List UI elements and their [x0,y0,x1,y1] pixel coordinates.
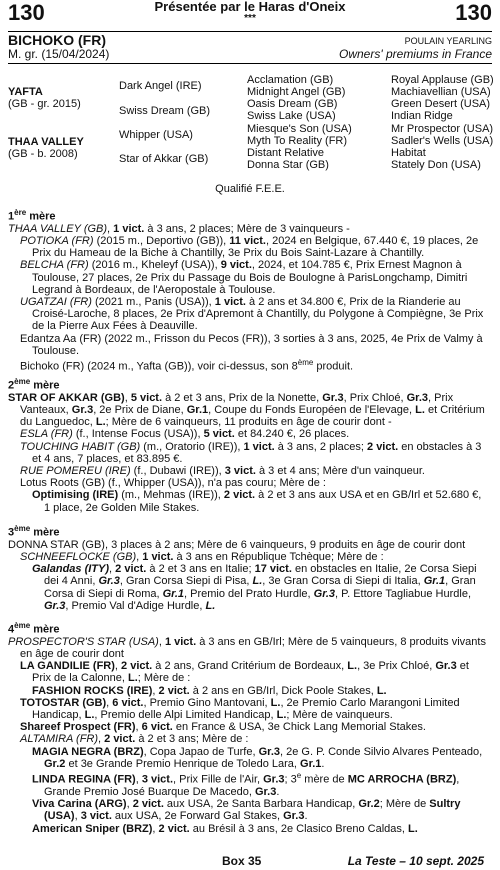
box-number: Box 35 [222,854,262,868]
pedigree-g4: Machiavellian (USA) [391,86,491,98]
pedigree-g2: Dark Angel (IRE) [119,80,202,92]
produce-record: Viva Carina (ARG), 2 vict. aux USA, 2e Santa Barbara Handicap, Gr.2; Mère de Sultry (USA), 3 vict. aux USA, 2e Forward Gal Stakes, Gr.3. [32,798,461,823]
produce-record: LINDA REGINA (FR), 3 vict., Prix Fille de l'Air, Gr.3; 3e mère de MC ARROCHA (BRZ), Grande Premio José Buarque De Macedo, Gr.3. [32,771,460,798]
pedigree-g4: Mr Prospector (USA) [391,123,494,135]
premiums: Owners' premiums in France [339,47,492,61]
pedigree-g4: Stately Don (USA) [391,159,481,171]
stars: *** [244,13,256,24]
produce-record: Shareef Prospect (FR), 6 vict. en France & USA, 3e Chick Lang Memorial Stakes. [20,721,426,734]
horse-details: M. gr. (15/04/2024) [8,47,110,61]
pedigree-g3: Swiss Lake (USA) [247,110,336,122]
divider [8,63,492,64]
horse-name: BICHOKO (FR) [8,32,106,48]
pedigree-g4: Sadler's Wells (USA) [391,135,494,147]
section-heading: 3ème mère [8,524,60,539]
sire: YAFTA [8,86,43,98]
produce-record: TOUCHING HABIT (GB) (m., Oratorio (IRE)), 1 vict. à 3 ans, 2 places; 2 vict. en obstacles à 3 et 4 ans, 7 places, et 83.895 €. [20,440,482,465]
lot-number-right: 130 [455,0,492,25]
produce-record: Galandas (ITY), 2 vict. à 2 et 3 ans en Italie; 17 vict. en obstacles en Italie, 2e Corsa Siepi dei 4 Anni, Gr.3, Gran Corsa Siepi di Pisa, L., 3e Gran Corsa di Siepi di Italia, Gr.1, Gran Corsa di Siepi di Roma, Gr.1, Premio del Prato Hurdle, Gr.3, P. Ettore Tagliabue Hurdle, Gr.3, Premio Val d'Adige Hurdle, L. [32,563,477,612]
fourth-dam-section [8,620,490,835]
pedigree-g3: Myth To Reality (FR) [247,135,348,147]
produce-record: UGATZAI (FR) (2021 m., Panis (USA)), 1 vict. à 2 ans et 34.800 €, Prix de la Rianderie au Croisé-Laroche, 8 places, 2e Prix d'Apremont à Chantilly, du Polygone à Compiègne, 3e Prix de la Pierre Aux Fées à Deauville. [20,296,484,333]
dam: THAA VALLEY [8,136,84,148]
consignor-title: Présentée par le Haras d'Oneix [154,0,346,14]
produce-record: American Sniper (BRZ), 2 vict. au Brésil à 3 ans, 2e Clasico Breno Caldas, L. [32,822,418,835]
qualified-note: Qualifié F.E.E. [215,183,285,195]
section-heading: 2ème mère [8,377,60,392]
section-heading: 4ème mère [8,621,60,636]
produce-record: SCHNEEFLOCKE (GB), 1 vict. à 3 ans en République Tchèque; Mère de : [20,551,384,564]
pedigree-g2: Swiss Dream (GB) [119,105,211,117]
lot-number: 130 [8,0,45,25]
produce-record: LA GANDILIE (FR), 2 vict. à 2 ans, Grand Critérium de Bordeaux, L., 3e Prix Chloé, Gr.3 et Prix de la Calonne, L.; Mère de : [20,660,469,685]
pedigree-g3: Donna Star (GB) [247,159,329,171]
sale-place-date: La Teste – 10 sept. 2025 [347,854,484,868]
pedigree-g4: Habitat [391,147,426,159]
pedigree-g3: Midnight Angel (GB) [247,86,346,98]
first-dam-section [8,207,490,373]
pedigree-g4: Green Desert (USA) [391,98,491,110]
pedigree-g2: Whipper (USA) [119,129,193,141]
dam-record: STAR OF AKKAR (GB), 5 vict. à 2 et 3 ans, Prix de la Nonette, Gr.3, Prix Chloé, Gr.3, Prix Vanteaux, Gr.3, 2e Prix de Diane, Gr.1, Coupe du Fonds Européen de l'Elevage, L. et Critérium du Languedoc, L.; Mère de 6 vainqueurs, 11 produits en âge de courir dont - [8,391,485,429]
horse-category: POULAIN YEARLING [404,36,492,46]
second-dam-section [8,376,490,514]
section-heading: 1ère mère [8,208,56,223]
produce-record: ESLA (FR) (f., Intense Focus (USA)), 5 vict. et 84.240 €, 26 places. [20,428,350,441]
produce-record: Optimising (IRE) (m., Mehmas (IRE)), 2 vict. à 2 et 3 ans aux USA et en GB/Irl et 52.680 €, 1 place, 2e Golden Mile Stakes. [32,489,482,514]
produce-record: Lotus Roots (GB) (f., Whipper (USA)), n'a pas couru; Mère de : [20,477,326,490]
produce-record: RUE POMEREU (IRE) (f., Dubawi (IRE)), 3 vict. à 3 et 4 ans; Mère d'un vainqueur. [20,465,425,478]
dam-record: THAA VALLEY (GB), 1 vict. à 3 ans, 2 places; Mère de 3 vainqueurs - [8,222,350,235]
pedigree-g4: Royal Applause (GB) [391,74,494,86]
pedigree-g3: Acclamation (GB) [247,74,334,86]
produce-record: Bichoko (FR) (2024 m., Yafta (GB)), voir ci-dessus, son 8ème produit. [20,358,354,373]
pedigree-g3: Distant Relative [247,147,325,159]
pedigree-g3: Miesque's Son (USA) [247,123,352,135]
pedigree-g3: Oasis Dream (GB) [247,98,338,110]
produce-record: FASHION ROCKS (IRE), 2 vict. à 2 ans en GB/Irl, Dick Poole Stakes, L. [32,684,387,697]
produce-record: BELCHA (FR) (2016 m., Kheleyf (USA)), 9 vict., 2024, et 104.785 €, Prix Ernest Magnon à Toulouse, 27 places, 2e Prix du Passage du Bois de Boulogne à ParisLongchamp, Dimitri Legrand à Bordeaux, de l'Aeropostale à Toulouse. [20,259,468,296]
dam-record: DONNA STAR (GB), 3 places à 2 ans; Mère de 6 vainqueurs, 9 produits en âge de courir dont [8,538,466,551]
pedigree-g4: Indian Ridge [391,110,453,122]
dam-info: (GB - b. 2008) [8,148,78,160]
produce-record: TOTOSTAR (GB), 6 vict., Premio Gino Mantovani, L., 2e Premio Carlo Marangoni Limited Handicap, L., Premio delle Alpi Limited Handicap, L.; Mère de vainqueurs. [20,696,460,722]
produce-record: MAGIA NEGRA (BRZ), Copa Japao de Turfe, Gr.3, 2e G. P. Conde Silvio Alvares Penteado, Gr.2 et 3e Grande Premio Henrique de Toledo Lara, Gr.1. [32,745,483,770]
produce-record: Edantza Aa (FR) (2022 m., Frisson du Pecos (FR)), 3 sorties à 3 ans, 2025, 4e Prix de Valmy à Toulouse. [20,332,483,357]
produce-record: POTIOKA (FR) (2015 m., Deportivo (GB)), 11 vict., 2024 en Belgique, 67.440 €, 19 places, 2e Prix du Hameau de la Biche à Chantilly, 3e Prix du Bois Saint-Lazare à Chantilly. [20,235,479,260]
dam-record: PROSPECTOR'S STAR (USA), 1 vict. à 3 ans en GB/Irl; Mère de 5 vainqueurs, 8 produits vivants en âge de courir dont [8,635,486,661]
sire-info: (GB - gr. 2015) [8,98,81,110]
third-dam-section [8,523,490,612]
pedigree-g2: Star of Akkar (GB) [119,153,209,165]
produce-record: ALTAMIRA (FR), 2 vict. à 2 et 3 ans; Mère de : [20,733,249,746]
